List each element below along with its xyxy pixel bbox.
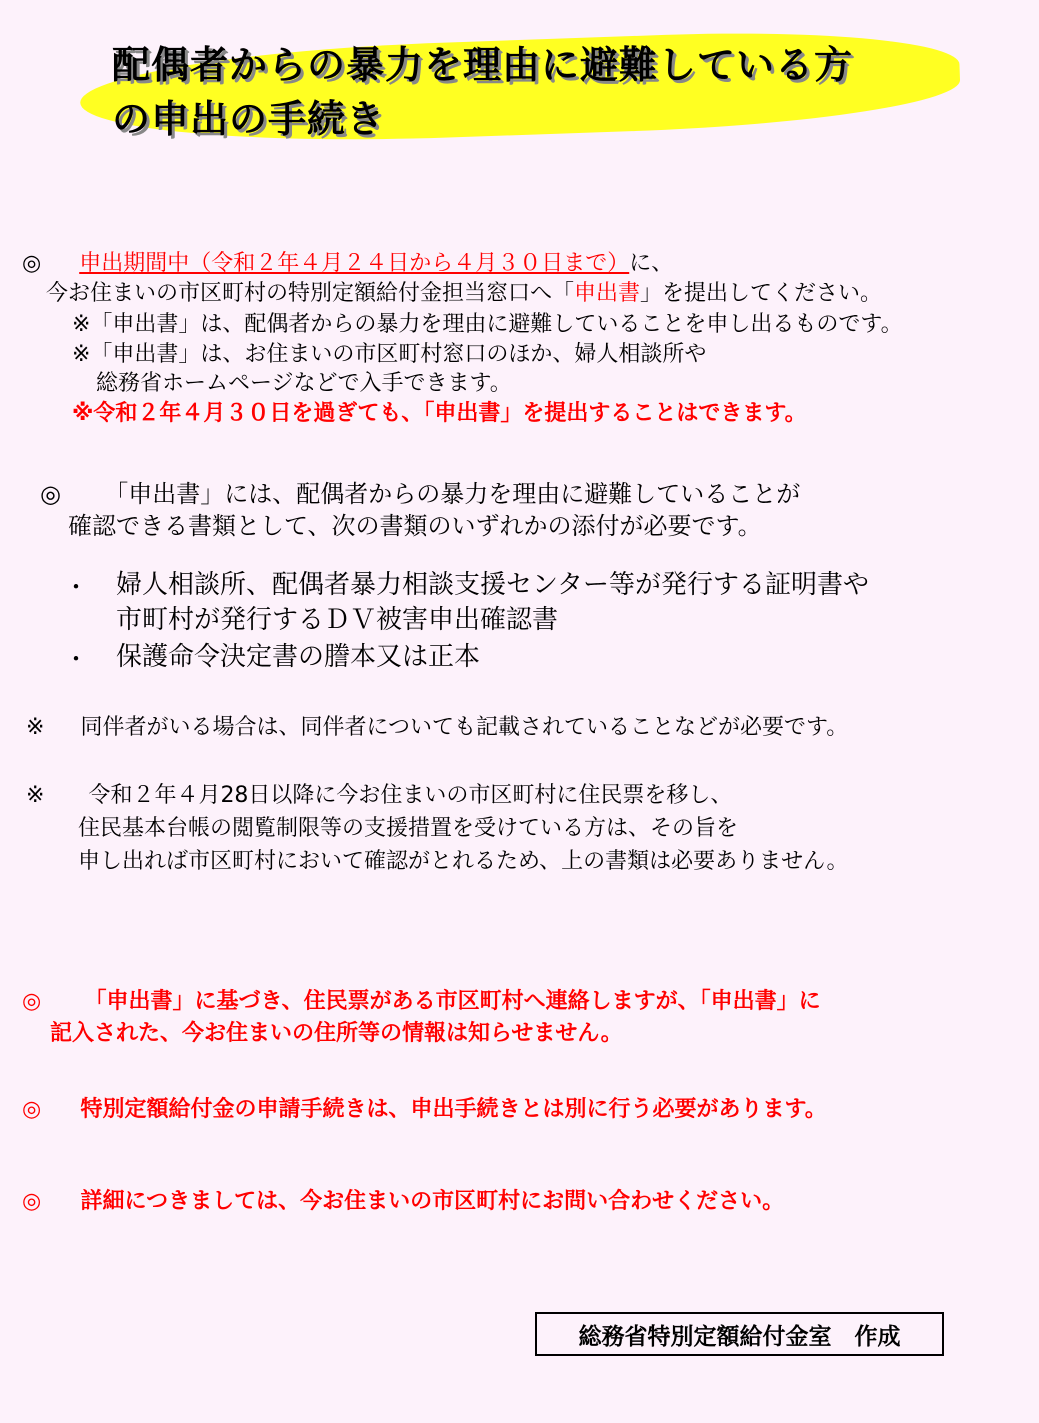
title-banner xyxy=(80,30,960,140)
section1-note2a: ※「申出書」は、お住まいの市区町村窓口のほか、婦人相談所や xyxy=(72,342,707,367)
section1-note2b: 総務省ホームページなどで入手できます。 xyxy=(96,371,512,396)
application-period: 申出期間中（令和２年４月２４日から４月３０日まで） xyxy=(79,251,630,276)
red-item3 xyxy=(22,1184,784,1215)
section1-period-tail: に、 xyxy=(629,251,674,276)
note-b-mark: ※ xyxy=(26,783,45,808)
red-item1-mark: ◎ xyxy=(22,989,42,1014)
red-item2-mark: ◎ xyxy=(22,1097,42,1122)
note-a-mark: ※ xyxy=(26,715,45,740)
section1-line1 xyxy=(22,246,673,277)
section1-note1: ※「申出書」は、配偶者からの暴力を理由に避難していることを申し出るものです。 xyxy=(72,312,903,337)
red-item3-text: 詳細につきましては、今お住まいの市区町村にお問い合わせください。 xyxy=(80,1189,785,1214)
section1-line2 xyxy=(46,276,882,307)
section1-line2-red: 申出書 xyxy=(574,281,641,306)
section1-note3: ※令和２年４月３０日を過ぎても、「申出書」を提出することはできます。 xyxy=(72,401,807,426)
section2-mark: ◎ xyxy=(40,480,61,508)
section2-line1-text: 「申出書」には、配偶者からの暴力を理由に避難していることが xyxy=(104,480,801,508)
note-a-text: 同伴者がいる場合は、同伴者についても記載されていることなどが必要です。 xyxy=(80,715,849,740)
note-b-line3: 申し出れば市区町村において確認がとれるため、上の書類は必要ありません。 xyxy=(78,849,849,874)
page-title-line1: 配偶者からの暴力を理由に避難している方 xyxy=(112,43,854,87)
note-b-line1-text: 令和２年４月28日以降に今お住まいの市区町村に住民票を移し、 xyxy=(88,783,733,808)
section1-line2-pre: 今お住まいの市区町村の特別定額給付金担当窓口へ「 xyxy=(46,281,575,306)
credit-box: 総務省特別定額給付金室 作成 xyxy=(535,1312,944,1356)
page-title-line2: の申出の手続き xyxy=(112,97,386,141)
doc-item1a: 婦人相談所、配偶者暴力相談支援センター等が発行する証明書や xyxy=(116,570,869,600)
section2-line2: 確認できる書類として、次の書類のいずれかの添付が必要です。 xyxy=(68,512,762,540)
note-a xyxy=(26,710,848,741)
doc-item2: 保護命令決定書の謄本又は正本 xyxy=(116,642,481,672)
section1-mark: ◎ xyxy=(22,251,42,276)
red-item1-line1 xyxy=(22,984,821,1015)
red-item2-text: 特別定額給付金の申請手続きは、申出手続きとは別に行う必要があります。 xyxy=(80,1097,827,1122)
red-item2 xyxy=(22,1092,827,1123)
red-item3-mark: ◎ xyxy=(22,1189,42,1214)
bullet-2: ・ xyxy=(64,645,88,673)
section1-line2-post: 」を提出してください。 xyxy=(640,281,883,306)
doc-item1b: 市町村が発行するＤＶ被害申出確認書 xyxy=(116,605,559,635)
note-b-line2: 住民基本台帳の閲覧制限等の支援措置を受けている方は、その旨を xyxy=(78,816,739,841)
bullet-1: ・ xyxy=(64,573,88,601)
note-b-line1 xyxy=(26,778,732,809)
section2-line1 xyxy=(40,474,800,509)
red-item1-text: 「申出書」に基づき、住民票がある市区町村へ連絡しますが、「申出書」に xyxy=(84,989,821,1014)
red-item1-line2: 記入された、今お住まいの住所等の情報は知らせません。 xyxy=(50,1021,623,1046)
